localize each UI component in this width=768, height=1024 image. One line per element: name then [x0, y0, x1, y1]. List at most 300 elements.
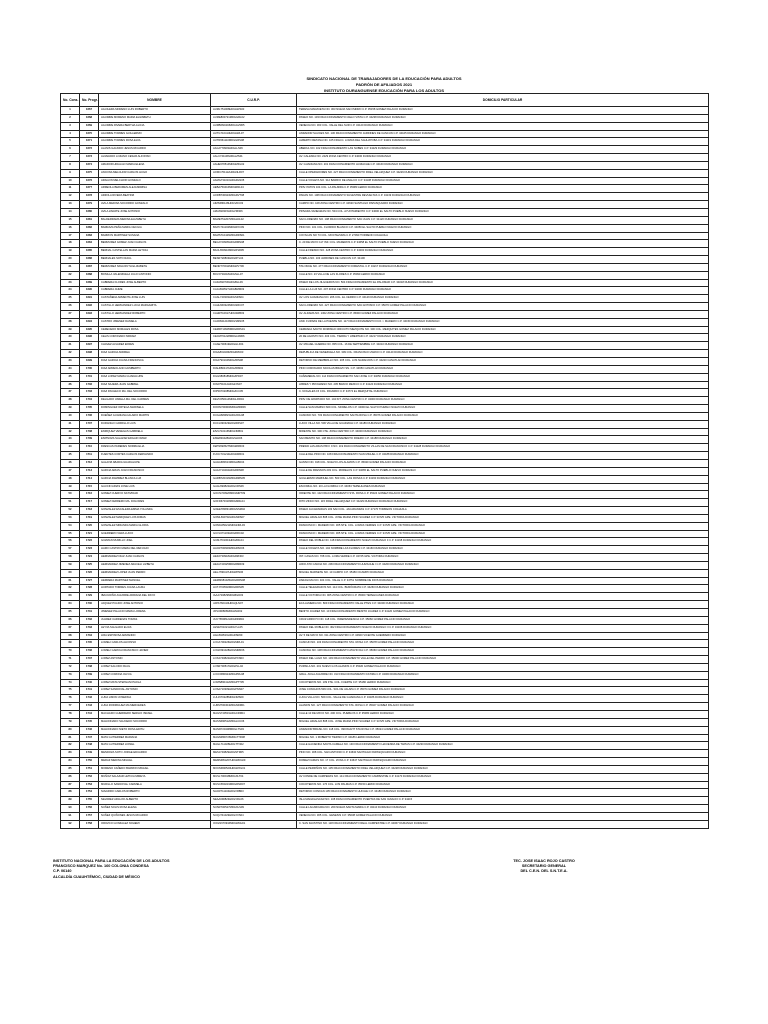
- cell-curp: CAAL740303HDGSRS04: [211, 295, 297, 303]
- cell-progr: 1748: [80, 742, 99, 750]
- cell-curp: AURB660403MDGGVR05: [211, 122, 297, 130]
- cell-domicilio: TERESA MANZUETA NO. 303 NUEVA SAN ISIDRO C.P. 35158 GOMEZ PALACIO DURANGO: [297, 107, 709, 115]
- signatory-organization: DEL C.E.N. DEL S.N.T.E.A.: [520, 869, 568, 874]
- cell-no: 70: [61, 648, 80, 656]
- cell-progr: 1697: [80, 342, 99, 350]
- cell-nombre: AGUIRRE TORRES ROSA ELVA: [99, 138, 211, 146]
- cell-no: 24: [61, 287, 80, 295]
- cell-nombre: HERNANDEZ JIMENEZ ARACELI LIZBETH: [99, 561, 211, 569]
- cell-nombre: DIAZ ARREOLANO HUMBERTO: [99, 365, 211, 373]
- cell-no: 66: [61, 616, 80, 624]
- table-row: [61, 577, 709, 585]
- table-row: [61, 303, 709, 311]
- cell-domicilio: ORIENTE NO. 102 FRACCIONAMIENTO STA. ROSA C.P. 35024 GOMEZ PALACIO DURANGO: [297, 491, 709, 499]
- cell-domicilio: PINO CORONADO NICOLAS BRAVO SN. C.P. 34650 CANATLAN DURANGO: [297, 365, 709, 373]
- cell-curp: BAPC741102MDGRXC09: [211, 224, 297, 232]
- cell-no: 57: [61, 546, 80, 554]
- cell-no: 65: [61, 609, 80, 617]
- cell-domicilio: FRANCISCO I. MADERO NO. 305 NTE. COL. LOMAS VERDES C.P. 34725 GPE. VICTORIA DURANGO: [297, 522, 709, 530]
- table-row: [61, 640, 709, 648]
- cell-curp: FUCC731214HDGNRR01: [211, 452, 297, 460]
- cell-domicilio: GANSO NO. 918 COL. NUEVO LOS ALAMOS C.P. 35020 GOMEZ PALACIO DURANGO: [297, 459, 709, 467]
- cell-progr: 1746: [80, 726, 99, 734]
- cell-no: 52: [61, 507, 80, 515]
- table-row: [61, 326, 709, 334]
- column-header-domicilio: DOMICILIO PARTICULAR: [297, 94, 709, 107]
- cell-domicilio: COCOTEROS NO. 176 COL. LOS PALMAS C.P. 35150 LERDO DURANGO: [297, 781, 709, 789]
- cell-nombre: LOPEZ ANTONIO: [99, 656, 211, 664]
- cell-progr: 1755: [80, 797, 99, 805]
- cell-progr: 1681: [80, 216, 99, 224]
- cell-nombre: AGUIRRE RIVERA BERTHA ALICIA: [99, 122, 211, 130]
- cell-domicilio: GRAL. AVILA AGUIRRE NO. 313 FRACCIONAMIENTO FATIMA C.P. 34060 DURANGO DURANGO: [297, 671, 709, 679]
- cell-no: 18: [61, 240, 80, 248]
- cell-curp: LOSR730517HDGPLL02: [211, 663, 297, 671]
- cell-no: 67: [61, 624, 80, 632]
- cell-curp: GARB720316MDGRMN05: [211, 475, 297, 483]
- cell-domicilio: ALBERTO RETANA NO. 105 FRACC. LOMAS DEL SAHUATOBA C.P. 34219 DURANGO DURANGO: [297, 138, 709, 146]
- cell-curp: IAAA720829MDGBGD03: [211, 593, 297, 601]
- cell-curp: AAMG731016HDGRLN05: [211, 177, 297, 185]
- cell-progr: 1706: [80, 412, 99, 420]
- cell-domicilio: VENECIA NO. 303 COL. VALLE DEL SUR C.P. 34120 DURANGO DURANGO: [297, 122, 709, 130]
- cell-nombre: ENRIQUEZ VENEGAS GABRIELA: [99, 428, 211, 436]
- cell-domicilio: PRIV. DE APARTADO NO. 104 INT. ZONA CENTRO C.P. 34000 DURANGO DURANGO: [297, 397, 709, 405]
- cell-no: 76: [61, 695, 80, 703]
- table-row: [61, 530, 709, 538]
- table-row: [61, 538, 709, 546]
- cell-curp: DIPS670208MDGZCC05: [211, 389, 297, 397]
- cell-no: 35: [61, 373, 80, 381]
- table-row: [61, 397, 709, 405]
- cell-progr: 1757: [80, 812, 99, 820]
- cell-curp: LESE701021HDGYLL05: [211, 624, 297, 632]
- cell-progr: 1698: [80, 350, 99, 358]
- cell-no: 16: [61, 224, 80, 232]
- cell-domicilio: ISLA MADAGASCAR NO. 108 FRACCIONAMIENTO PUERTAS DE SAN IGNACIO C.P. 34215: [297, 797, 709, 805]
- cell-domicilio: AV. ALDAMA NO. 1302 ZONA CENTRO C.P. 35000 GOMEZ PALACIO DURANGO: [297, 310, 709, 318]
- cell-domicilio: ANDADOR BRASIL NO. 118 COL. INFONAVIT STA ROSA C.P. 35024 GOMEZ PALACIO DURANGO: [297, 726, 709, 734]
- table-row: [61, 593, 709, 601]
- cell-no: 92: [61, 820, 80, 828]
- cell-curp: NEAA690823HDGVRL06: [211, 797, 297, 805]
- cell-no: 77: [61, 703, 80, 711]
- cell-nombre: BERMUDEZ GOMEZ JUAN CARLOS: [99, 240, 211, 248]
- cell-curp: LOXA740822HDGPXN03: [211, 656, 297, 664]
- cell-domicilio: PRIVADA VANEGRAS NO. 504 COL. AYUNTAMIENTO C.P. 34000 EL SALTO PUEBLO NUEVO DURANGO: [297, 208, 709, 216]
- cell-nombre: DIAZ GARCIA JUANA FRANCISCA: [99, 358, 211, 366]
- cell-no: 58: [61, 554, 80, 562]
- cell-no: 5: [61, 138, 80, 146]
- cell-progr: 1751: [80, 765, 99, 773]
- cell-domicilio: 20 DE AGOSTO NO. 403 COL. TIERRA Y LIBERTAD C.P. 34217 DURANGO DURANGO: [297, 334, 709, 342]
- cell-domicilio: CAMPO NO. 108 ZONA CENTRO C.P. 34630 SANTIAGO PAPASQUIARO DURANGO: [297, 201, 709, 209]
- cell-nombre: OROZCO GONZALEZ NOHEMI: [99, 820, 211, 828]
- cell-domicilio: CALLE FRESNO NO. 428 ZONA CENTRO C.P. 34000 DURANGO DURANGO: [297, 248, 709, 256]
- table-row: [61, 107, 709, 115]
- cell-no: 39: [61, 405, 80, 413]
- cell-nombre: LOPEZ CORONA OLIVIA: [99, 671, 211, 679]
- cell-curp: AIZA690315HDGVRN06: [211, 208, 297, 216]
- cell-domicilio: C. 20 DE MAYO 117 INF. COL. MADEROS C.P. 34658 EL SALTO PUEBLO NUEVO DURANGO: [297, 240, 709, 248]
- cell-progr: 1737: [80, 656, 99, 664]
- address-line-3: C.P. 06140: [53, 869, 72, 874]
- union-name: SINDICATO NACIONAL DE TRABAJADORES DE LA EDUCACIÓN PARA ADULTOS: [306, 76, 462, 81]
- cell-domicilio: BENITO JUAREZ NO. 10 FRACCIONAMIENTO BENITO JUAREZ C.P. 34120 GOMEZ PALACIO DURANGO: [297, 609, 709, 617]
- cell-no: 78: [61, 710, 80, 718]
- cell-curp: BOVJ730218HDGNLL07: [211, 271, 297, 279]
- table-row: [61, 585, 709, 593]
- cell-progr: 1678: [80, 193, 99, 201]
- cell-no: 80: [61, 726, 80, 734]
- cell-nombre: GONZALEZ MARQUEZ LUIS DIMAS: [99, 514, 211, 522]
- cell-progr: 1694: [80, 318, 99, 326]
- cell-no: 15: [61, 216, 80, 224]
- cell-curp: BAMS710426MDGRRS01: [211, 232, 297, 240]
- cell-curp: BEGJ720905HDGRMN08: [211, 240, 297, 248]
- cell-domicilio: RETORNO CONKAN 105 FRACCIONAMIENTO HUICHE C.P. 34180 DURANGO DURANGO: [297, 789, 709, 797]
- cell-no: 56: [61, 538, 80, 546]
- roster-table: [60, 93, 709, 829]
- cell-progr: 1733: [80, 624, 99, 632]
- cell-no: 61: [61, 577, 80, 585]
- cell-no: 4: [61, 130, 80, 138]
- cell-curp: CAHR710917HDGSRB03: [211, 310, 297, 318]
- cell-domicilio: CANCINO NO. 703 FRACCIONAMIENTO SANTA ROSA C.P. 35076 GOMEZ PALACIO DURANGO: [297, 412, 709, 420]
- cell-progr: 1685: [80, 248, 99, 256]
- cell-no: 54: [61, 522, 80, 530]
- cell-curp: AEBA750416MDGRRL04: [211, 185, 297, 193]
- cell-progr: 1703: [80, 389, 99, 397]
- cell-no: 85: [61, 765, 80, 773]
- cell-progr: 1731: [80, 609, 99, 617]
- cell-curp: AUTR661110MDGGRS08: [211, 138, 297, 146]
- cell-progr: 1758: [80, 820, 99, 828]
- cell-no: 55: [61, 530, 80, 538]
- cell-curp: MUSC650219MDGRNR07: [211, 781, 297, 789]
- cell-no: 47: [61, 467, 80, 475]
- table-row: [61, 240, 709, 248]
- cell-nombre: ARZOLA RIVERA BEATRIZ: [99, 193, 211, 201]
- cell-nombre: MUÑOZ SALAZAR LETICIA MIREYA: [99, 773, 211, 781]
- cell-progr: 1680: [80, 208, 99, 216]
- cell-no: 34: [61, 365, 80, 373]
- cell-progr: 1721: [80, 530, 99, 538]
- table-row: [61, 389, 709, 397]
- cell-no: 69: [61, 640, 80, 648]
- cell-nombre: LEYVA SALGADO ELIAS: [99, 624, 211, 632]
- cell-curp: GOMG650211MDGNRL03: [211, 522, 297, 530]
- table-row: [61, 169, 709, 177]
- table-row: [61, 412, 709, 420]
- cell-no: 41: [61, 420, 80, 428]
- cell-progr: 1705: [80, 405, 99, 413]
- table-row: [61, 295, 709, 303]
- cell-curp: AALC741108HDGLZS01: [211, 154, 297, 162]
- cell-curp: MANR720408MDGLTS03: [211, 726, 297, 734]
- table-row: [61, 208, 709, 216]
- cell-curp: EIVG710116MDGNNB01: [211, 428, 297, 436]
- cell-nombre: GALAVIZ ABADIA GUADALUPE: [99, 459, 211, 467]
- cell-no: 36: [61, 381, 80, 389]
- cell-curp: CAJA690527HDGBMM03: [211, 287, 297, 295]
- cell-progr: 1739: [80, 671, 99, 679]
- table-row: [61, 201, 709, 209]
- cell-progr: 1717: [80, 499, 99, 507]
- table-row: [61, 812, 709, 820]
- table-row: [61, 616, 709, 624]
- cell-no: 89: [61, 797, 80, 805]
- cell-curp: CECM761228MDGLRR06: [211, 334, 297, 342]
- table-row: [61, 350, 709, 358]
- cell-no: 90: [61, 805, 80, 813]
- cell-no: 27: [61, 310, 80, 318]
- cell-nombre: CABRERA FLORES JOSE ALBERTO: [99, 279, 211, 287]
- cell-no: 20: [61, 256, 80, 264]
- cell-domicilio: CALLE OPERADORES NO. 227 FRACCIONAMIENTO FIDEL VELAZQUEZ C.P. 34229 DURANGO DURANGO: [297, 169, 709, 177]
- cell-nombre: AGUILERA MORENO LUIS ROBERTO: [99, 107, 211, 115]
- cell-progr: 1671: [80, 138, 99, 146]
- cell-progr: 1704: [80, 397, 99, 405]
- cell-progr: 1690: [80, 287, 99, 295]
- cell-nombre: NAVARRO CARLOS ROBERTO: [99, 789, 211, 797]
- cell-progr: 1747: [80, 734, 99, 742]
- cell-progr: 1701: [80, 373, 99, 381]
- cell-domicilio: AV. LOS GUADIANA NO. 206 COL. EL CERRO C.P. 34129 DURANGO DURANGO: [297, 295, 709, 303]
- cell-progr: 1756: [80, 805, 99, 813]
- cell-domicilio: CRUZ ARROYO NO. 118 COL. INDEPENDENCIA C.P. 35060 GOMEZ PALACIO DURANGO: [297, 616, 709, 624]
- roster-body: [61, 107, 709, 829]
- cell-curp: GAAL690822HDGCRS06: [211, 483, 297, 491]
- cell-nombre: AMADOR HIDALGO MARIA ELENA: [99, 161, 211, 169]
- cell-no: 74: [61, 679, 80, 687]
- table-row: [61, 507, 709, 515]
- cell-domicilio: CALLE VIOLETA NO. 104 NOMBRE LAS FLORES C.P. 34160 DURANGO DURANGO: [297, 546, 709, 554]
- cell-curp: MAGS740519HDGCRR04: [211, 710, 297, 718]
- cell-domicilio: PINO NO. 101 COL. FLORIDO BLANCO C.P. 34050 EL SALTO PUEBLO NUEVO DURANGO: [297, 224, 709, 232]
- cell-domicilio: LUCIA VILLA NO. 509 COL. VALLE DE GUADIANA C.P. 34186 DURANGO DURANGO: [297, 695, 709, 703]
- cell-no: 82: [61, 742, 80, 750]
- cell-domicilio: CALLE 10 DE MAYO NO. 200 COL. PUEBLOS C.P. 35080 LERDO DURANGO: [297, 710, 709, 718]
- table-row: [61, 475, 709, 483]
- roster-table-container: [60, 93, 708, 825]
- cell-nombre: CASTAÑEDA ARMENTA JOSE LUIS: [99, 295, 211, 303]
- cell-domicilio: JOSE CONCHOS 509 COL. SOL DE JALAPA C.P. 35074 GOMEZ PALACIO DURANGO: [297, 687, 709, 695]
- cell-no: 64: [61, 601, 80, 609]
- cell-domicilio: PANAN NO. 108 FRACCIONAMIENTO SILVESTRE REVUELTAS C.P. 34139 DURANGO DURANGO: [297, 193, 709, 201]
- cell-progr: 1673: [80, 154, 99, 162]
- cell-no: 11: [61, 185, 80, 193]
- cell-nombre: CERECEDO MORALES ROSA: [99, 326, 211, 334]
- cell-nombre: GUZMAN MURILLO JOEL: [99, 538, 211, 546]
- cell-domicilio: PASEO NO. 133 FRACCIONAMIENTO CIELO VISTA C.P. 34238 DURANGO DURANGO: [297, 114, 709, 122]
- cell-curp: LIEA690519HDGRSR09: [211, 632, 297, 640]
- table-row: [61, 781, 709, 789]
- cell-domicilio: CALLE DEL PINO NO. 108 FRACCIONAMIENTO SAN MIGUEL C.P. 34188 DURANGO DURANGO: [297, 452, 709, 460]
- cell-no: 75: [61, 687, 80, 695]
- cell-progr: 1752: [80, 773, 99, 781]
- cell-progr: 1709: [80, 436, 99, 444]
- cell-nombre: JUAREZ CARDENAS TOMAS: [99, 616, 211, 624]
- cell-domicilio: AND. FURNAS DE LA PUENTE NO. 117 FRACCIONAMIENTO FCO. I. MADERO C.P. 34150 DURANGO DURANGO: [297, 318, 709, 326]
- cell-domicilio: ESCORIAL NO. 20 LA FLORIDA C.P. 34063 TEPEHUANES DURANGO: [297, 483, 709, 491]
- table-row: [61, 365, 709, 373]
- table-row: [61, 467, 709, 475]
- cell-curp: HUTJ700502MDGRRN05: [211, 585, 297, 593]
- cell-progr: 1667: [80, 107, 99, 115]
- cell-curp: DEVC650114MDGLRR04: [211, 397, 297, 405]
- cell-nombre: NUÑEZ SOLIS ROSA ELENA: [99, 805, 211, 813]
- cell-curp: LOMS890412MDGPTT05: [211, 679, 297, 687]
- table-row: [61, 679, 709, 687]
- signature-block: [494, 859, 594, 875]
- cell-nombre: GONZALEZ ESCALERA EMMA YOLANDA: [99, 507, 211, 515]
- cell-domicilio: CAÑAMERAL NO. 114 FRACCIONAMIENTO SAN JOSE C.P. 34050 DURANGO DURANGO: [297, 373, 709, 381]
- cell-curp: GUMJ701004HDGZRL04: [211, 538, 297, 546]
- table-row: [61, 773, 709, 781]
- cell-nombre: ARREOLA BERUMEN ALEJANDRINA: [99, 185, 211, 193]
- table-row: [61, 342, 709, 350]
- cell-nombre: GOMEZ FERRERO MA. DOLORES: [99, 499, 211, 507]
- cell-no: 7: [61, 154, 80, 162]
- cell-no: 40: [61, 412, 80, 420]
- column-header-nombre: NOMBRE: [99, 94, 211, 107]
- cell-no: 6: [61, 146, 80, 154]
- column-header-no: No. Cons.: [61, 94, 80, 107]
- cell-no: 17: [61, 232, 80, 240]
- cell-progr: 1727: [80, 577, 99, 585]
- cell-curp: GAAG680613MDGLBD04: [211, 459, 297, 467]
- table-row: [61, 750, 709, 758]
- address-line-1: INSTITUTO NACIONAL PARA LA EDUCACIÓN DE LOS ADULTOS: [53, 859, 170, 863]
- cell-progr: 1687: [80, 263, 99, 271]
- cell-domicilio: FRANCISCO I. MADERO NO. 305 NTE. COL. LOMAS VERDES C.P. 34725 GPE. VICTORIA DURANGO: [297, 530, 709, 538]
- cell-no: 86: [61, 773, 80, 781]
- cell-curp: NUSR700527MDGXLS09: [211, 805, 297, 813]
- cell-no: 1: [61, 107, 80, 115]
- cell-curp: MESJ740829HDGNTR05: [211, 750, 297, 758]
- cell-domicilio: INT. CASAS NO. 708 COL. LOMA VERDE C.P. 34725 GPE. VICTORIA DURANGO: [297, 554, 709, 562]
- cell-curp: DUGH680823HDGXDL08: [211, 412, 297, 420]
- cell-curp: DINJ751012HDGZJN07: [211, 381, 297, 389]
- cell-progr: 1675: [80, 169, 99, 177]
- cell-curp: HEDJ730918HDGRZN03: [211, 554, 297, 562]
- signatory-name: TEC. JOSE ISAAC ROJO CASTRO: [513, 859, 575, 863]
- cell-nombre: DURANGO CARRILLO LUIS: [99, 420, 211, 428]
- cell-nombre: BALDERRAMA MEDINA ELIZABETH: [99, 216, 211, 224]
- cell-domicilio: MIRENTE NO. 300 CTE. ZONA CENTRO C.P. 34000 DURANGO DURANGO: [297, 428, 709, 436]
- cell-progr: 1702: [80, 381, 99, 389]
- cell-domicilio: SAN LORENZO NO. 427 FRACCIONAMIENTO SAN ANTONIO C.P. 35076 GOMEZ PALACIO DURANGO: [297, 303, 709, 311]
- cell-no: 26: [61, 303, 80, 311]
- cell-domicilio: C. NOGALES 15 COL. RICARDO C.P. 34774 EL MEZQUITAL DURANGO: [297, 389, 709, 397]
- cell-nombre: HERRERA MARTINEZ MANUEL: [99, 577, 211, 585]
- cell-nombre: NEVAREZ ARAUJO ALBERTO: [99, 797, 211, 805]
- cell-nombre: GAUCIN ARIAS JOSE LUIS: [99, 483, 211, 491]
- cell-domicilio: CALLE LA LUZ NO. 207 ZONA CENTRO C.P. 34000 DURANGO DURANGO: [297, 287, 709, 295]
- cell-nombre: MERAZ MEDINA MIGUEL: [99, 758, 211, 766]
- cell-domicilio: CALLE HACIENDA SANTA CAMELA NO. 130 FRACCIONAMIENTO HACIENDA DE TAPIAS C.P. 34230 DURANGO DURANGO: [297, 742, 709, 750]
- table-row: [61, 287, 709, 295]
- table-row: [61, 459, 709, 467]
- cell-curp: DIAH680417HDGZRM02: [211, 365, 297, 373]
- cell-progr: 1750: [80, 758, 99, 766]
- cell-domicilio: MIGUEL MARNETE NO. 10 CAMPO C.P. 35150 OCAMPO DURANGO: [297, 569, 709, 577]
- cell-nombre: ESPINOZA SALAZAR EDGAR OMAR: [99, 436, 211, 444]
- column-header-curp: C.U.R.P.: [211, 94, 297, 107]
- cell-progr: 1740: [80, 679, 99, 687]
- cell-nombre: ALVARADO LOZANO CESAR ALFONSO: [99, 154, 211, 162]
- cell-domicilio: CERRADA SANTO DOMINGO CIRCUITO MEZQUITE NO. 300 COL. MEZQUITES GOMEZ PALACIO DURANGO: [297, 326, 709, 334]
- cell-progr: 1729: [80, 593, 99, 601]
- table-row: [61, 114, 709, 122]
- table-row: [61, 405, 709, 413]
- cell-progr: 1692: [80, 303, 99, 311]
- table-row: [61, 436, 709, 444]
- cell-progr: 1695: [80, 326, 99, 334]
- cell-domicilio: PASEO DEL ROBLE NO. 118 FRACCIONAMIENTO NUEVO DURANGO II C.P. 34168 DURANGO DURANGO: [297, 538, 709, 546]
- cell-no: 84: [61, 758, 80, 766]
- table-row: [61, 177, 709, 185]
- cell-curp: BAME751207MDGLDL02: [211, 216, 297, 224]
- cell-progr: 1700: [80, 365, 99, 373]
- cell-domicilio: CALLE DE FRESNOS 203 COL. MORELOS C.P. 34665 EL SALTO PUEBLO NUEVO DURANGO: [297, 467, 709, 475]
- cell-curp: EISE830428HDGSLD06: [211, 436, 297, 444]
- column-header-progr: No. Progr.: [80, 94, 99, 107]
- cell-nombre: LOPEZ SALCIDO RAUL: [99, 663, 211, 671]
- cell-progr: 1691: [80, 295, 99, 303]
- cell-nombre: IBACUDIÑO AGUIRRE ADRIANA DEL RAYO: [99, 593, 211, 601]
- cell-curp: MAGL711028HDGTTN02: [211, 742, 297, 750]
- cell-nombre: HERNANDEZ LOPEZ JUAN PEDRO: [99, 569, 211, 577]
- cell-no: 60: [61, 569, 80, 577]
- cell-curp: DIGJ790104MDGZRN08: [211, 358, 297, 366]
- table-row: [61, 381, 709, 389]
- table-row: [61, 710, 709, 718]
- cell-progr: 1707: [80, 420, 99, 428]
- cell-progr: 1679: [80, 201, 99, 209]
- cell-nombre: CASTILLO HERNANDEZ LUCIA MARGARITA: [99, 303, 211, 311]
- cell-curp: CAFA690730HDGBLL09: [211, 279, 297, 287]
- cell-nombre: LUNA LIMON JOSEFINA: [99, 695, 211, 703]
- cell-nombre: HURTADO TORRES JUANA LAURA: [99, 585, 211, 593]
- cell-curp: HACR700609MDGRSF06: [211, 546, 297, 554]
- table-row: [61, 279, 709, 287]
- cell-nombre: DELGADO VARELA MA. DEL CARMEN: [99, 397, 211, 405]
- cell-no: 49: [61, 483, 80, 491]
- cell-no: 91: [61, 812, 80, 820]
- cell-domicilio: CALLE PERFIÑON NO. 135 FRACCIONAMIENTO FIDEL VELAZQUEZ C.P. 34228 DURANGO DURANGO: [297, 765, 709, 773]
- cell-nombre: AVILA MEDINA SOCORRO GONZALO: [99, 201, 211, 209]
- cell-curp: LULJ670228MDGNMS09: [211, 695, 297, 703]
- cell-no: 79: [61, 718, 80, 726]
- cell-progr: 1730: [80, 601, 99, 609]
- table-row: [61, 483, 709, 491]
- table-row: [61, 216, 709, 224]
- cell-no: 45: [61, 452, 80, 460]
- cell-nombre: JAQUEZ PULIDO JOSE ANTONIO: [99, 601, 211, 609]
- cell-progr: 1682: [80, 224, 99, 232]
- cell-no: 62: [61, 585, 80, 593]
- cell-progr: 1711: [80, 452, 99, 460]
- cell-domicilio: RITO ZINCO NO. 115 FIDEL VELAZQUEZ C.P. 34229 DURANGO DURANGO DURANGO: [297, 499, 709, 507]
- cell-curp: LURM700304MDGNDR01: [211, 703, 297, 711]
- cell-curp: AUME800721MDGGRL02: [211, 114, 297, 122]
- cell-domicilio: ABEDUL NO. 102 FRACCIONAMIENTO LAS NUBES C.P. 34229 DURANGO DURANGO: [297, 146, 709, 154]
- cell-curp: DUCL690329HDGRRS07: [211, 420, 297, 428]
- cell-nombre: CASTRO JIMENEZ DANIELA: [99, 318, 211, 326]
- cell-no: 87: [61, 781, 80, 789]
